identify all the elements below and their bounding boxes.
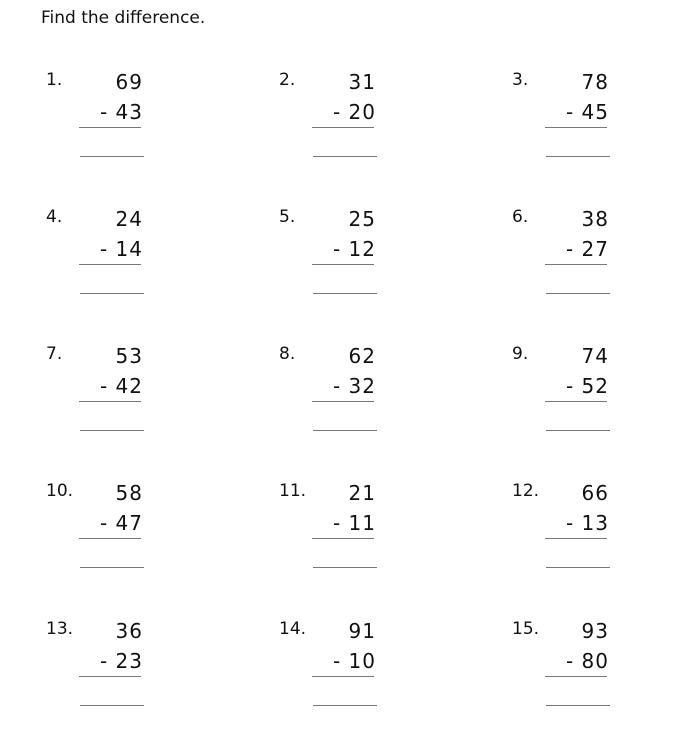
problem-number: 13. (46, 619, 74, 639)
answer-line[interactable] (546, 705, 610, 706)
problem-number: 4. (46, 207, 63, 227)
problem-number: 7. (46, 344, 63, 364)
problem-number: 5. (279, 207, 296, 227)
minuend: 53 (115, 344, 143, 368)
problem-number: 15. (512, 619, 540, 639)
subtraction-problem (279, 344, 374, 474)
problem-number: 8. (279, 344, 296, 364)
answer-line[interactable] (313, 567, 377, 568)
answer-line[interactable] (80, 156, 144, 157)
subtraction-problem (46, 207, 141, 337)
instruction-text: Find the difference. (41, 8, 206, 28)
subtraction-problem (46, 619, 141, 749)
minuend: 78 (581, 70, 609, 94)
subtrahend: - 32 (332, 374, 376, 398)
problem-number: 2. (279, 70, 296, 90)
subtraction-problem (46, 70, 141, 200)
subtrahend: - 10 (332, 649, 376, 673)
problem-number: 10. (46, 481, 74, 501)
subtraction-rule (79, 127, 141, 128)
answer-line[interactable] (313, 430, 377, 431)
subtraction-rule (79, 264, 141, 265)
answer-line[interactable] (80, 567, 144, 568)
minuend: 31 (348, 70, 376, 94)
answer-line[interactable] (546, 430, 610, 431)
subtraction-problem (512, 207, 607, 337)
answer-line[interactable] (313, 156, 377, 157)
subtrahend: - 42 (99, 374, 143, 398)
subtraction-rule (79, 538, 141, 539)
subtraction-problem (279, 619, 374, 749)
minuend: 25 (348, 207, 376, 231)
subtrahend: - 45 (565, 100, 609, 124)
subtraction-rule (545, 538, 607, 539)
subtraction-rule (545, 264, 607, 265)
answer-line[interactable] (546, 567, 610, 568)
subtraction-rule (545, 127, 607, 128)
subtraction-rule (545, 401, 607, 402)
subtrahend: - 13 (565, 511, 609, 535)
subtraction-rule (312, 538, 374, 539)
subtraction-problem (512, 344, 607, 474)
subtraction-problem (46, 481, 141, 611)
subtraction-rule (312, 127, 374, 128)
subtrahend: - 43 (99, 100, 143, 124)
answer-line[interactable] (80, 705, 144, 706)
subtraction-problem (279, 481, 374, 611)
subtraction-problem (512, 70, 607, 200)
problem-number: 6. (512, 207, 529, 227)
answer-line[interactable] (313, 705, 377, 706)
subtraction-rule (312, 676, 374, 677)
problem-number: 12. (512, 481, 540, 501)
subtrahend: - 47 (99, 511, 143, 535)
subtraction-problem (279, 70, 374, 200)
subtraction-rule (312, 264, 374, 265)
subtrahend: - 14 (99, 237, 143, 261)
subtraction-rule (312, 401, 374, 402)
subtraction-rule (545, 676, 607, 677)
subtraction-rule (79, 401, 141, 402)
minuend: 62 (348, 344, 376, 368)
problem-number: 3. (512, 70, 529, 90)
minuend: 66 (581, 481, 609, 505)
subtraction-problem (512, 619, 607, 749)
minuend: 24 (115, 207, 143, 231)
subtrahend: - 27 (565, 237, 609, 261)
subtrahend: - 11 (332, 511, 376, 535)
minuend: 21 (348, 481, 376, 505)
subtrahend: - 52 (565, 374, 609, 398)
minuend: 38 (581, 207, 609, 231)
subtrahend: - 12 (332, 237, 376, 261)
problem-number: 9. (512, 344, 529, 364)
subtraction-problem (46, 344, 141, 474)
minuend: 91 (348, 619, 376, 643)
problem-number: 1. (46, 70, 63, 90)
subtraction-rule (79, 676, 141, 677)
answer-line[interactable] (546, 156, 610, 157)
minuend: 93 (581, 619, 609, 643)
answer-line[interactable] (80, 293, 144, 294)
answer-line[interactable] (80, 430, 144, 431)
minuend: 74 (581, 344, 609, 368)
answer-line[interactable] (313, 293, 377, 294)
subtrahend: - 20 (332, 100, 376, 124)
subtraction-problem (512, 481, 607, 611)
problem-number: 11. (279, 481, 307, 501)
minuend: 58 (115, 481, 143, 505)
minuend: 69 (115, 70, 143, 94)
problem-number: 14. (279, 619, 307, 639)
answer-line[interactable] (546, 293, 610, 294)
subtrahend: - 80 (565, 649, 609, 673)
subtrahend: - 23 (99, 649, 143, 673)
subtraction-problem (279, 207, 374, 337)
minuend: 36 (115, 619, 143, 643)
